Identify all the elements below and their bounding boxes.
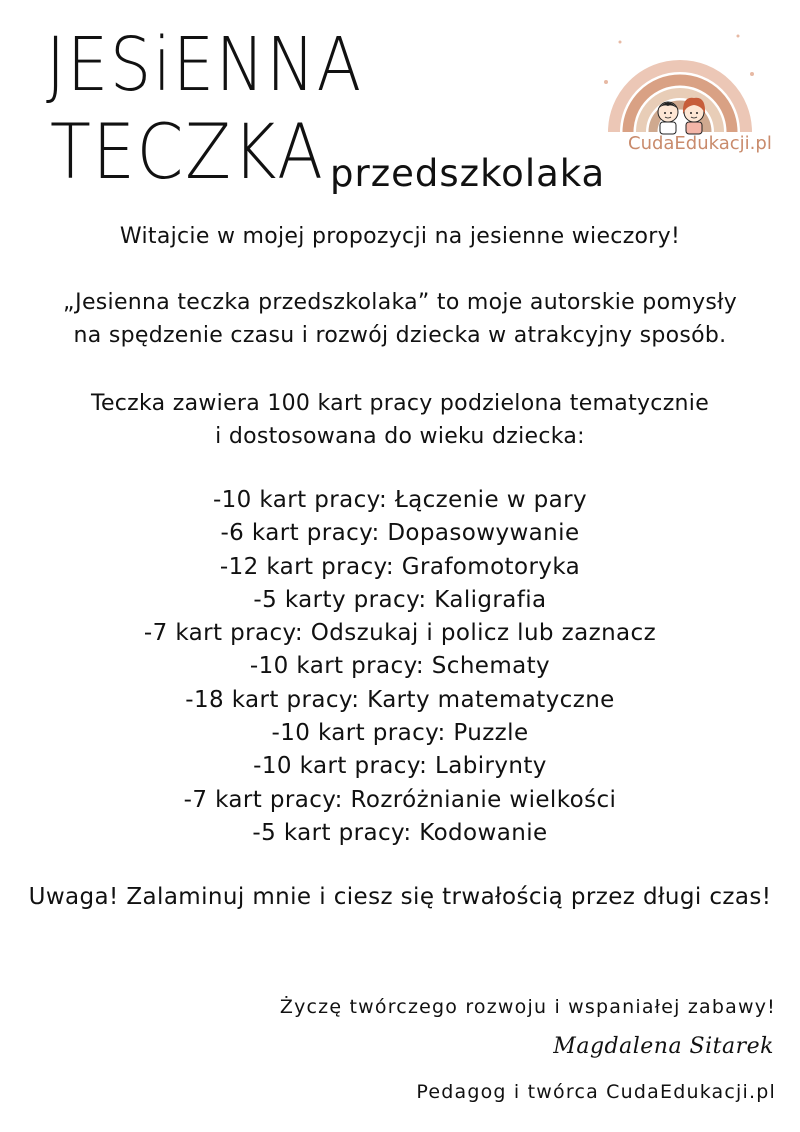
logo-text: CudaEdukacji.pl: [628, 133, 772, 154]
list-item: -10 kart pracy: Labirynty: [253, 753, 547, 780]
closing-wish: Życzę twórczego rozwoju i wspaniałej zabawy!: [279, 996, 776, 1018]
list-item: -12 kart pracy: Grafomotoryka: [219, 553, 581, 580]
child-girl-icon: [683, 98, 705, 134]
list-item: -7 kart pracy: Odszukaj i policz lub zaznacz: [143, 620, 657, 647]
contents-line-1: Teczka zawiera 100 kart pracy podzielona tematycznie: [90, 391, 710, 416]
greeting-text: Witajcie w mojej propozycji na jesienne wieczory!: [119, 224, 681, 249]
description-line-1: „Jesienna teczka przedszkolaka” to moje autorskie pomysły: [62, 290, 738, 315]
laminate-notice: Uwaga! Zalaminuj mnie i ciesz się trwałością przez długi czas!: [28, 884, 772, 910]
list-item: -7 kart pracy: Rozróżnianie wielkości: [183, 786, 617, 813]
title-line-2: TECZKA: [50, 107, 325, 196]
worksheet-list: [0, 484, 800, 850]
title-line-1: JESiENNA: [46, 22, 363, 108]
list-item: -5 karty pracy: Kaligrafia: [253, 586, 547, 613]
list-item: -10 kart pracy: Schematy: [249, 653, 551, 680]
author-signature: Magdalena Sitarek: [553, 1034, 774, 1059]
child-boy-icon: [658, 102, 678, 134]
list-item: -18 kart pracy: Karty matematyczne: [185, 686, 615, 713]
author-credit: Pedagog i twórca CudaEdukacji.pl: [416, 1081, 776, 1103]
list-item: -10 kart pracy: Łączenie w pary: [212, 487, 588, 513]
list-item: -5 kart pracy: Kodowanie: [252, 819, 548, 846]
title-subtitle: przedszkolaka: [330, 152, 606, 195]
description-line-2: na spędzenie czasu i rozwój dziecka w atrakcyjny sposób.: [73, 323, 727, 348]
list-item: -10 kart pracy: Puzzle: [271, 720, 529, 747]
contents-line-2: i dostosowana do wieku dziecka:: [215, 424, 585, 449]
list-item: -6 kart pracy: Dopasowywanie: [220, 520, 580, 547]
